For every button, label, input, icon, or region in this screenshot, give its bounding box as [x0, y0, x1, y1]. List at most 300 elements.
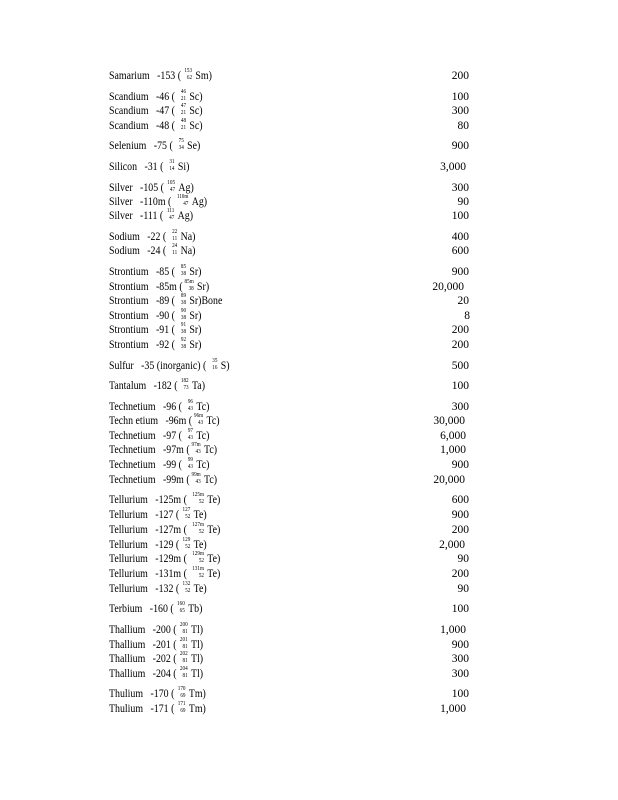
open-paren: (: [178, 459, 185, 471]
open-paren: (: [169, 140, 176, 152]
isotope-number: -131m: [155, 568, 182, 580]
limit-value: 200: [451, 70, 469, 82]
nuclide-notation: [192, 473, 201, 485]
atomic-number: 21: [180, 125, 187, 131]
element-name: Scandium: [109, 91, 149, 103]
nuclide-notation: [166, 209, 175, 221]
atomic-number: 81: [182, 673, 188, 679]
nuclide-notation: [169, 244, 178, 256]
element-name: Strontium: [109, 310, 149, 322]
isotope-label: [109, 139, 200, 153]
atomic-number: 21: [180, 96, 187, 102]
atomic-number: 65: [179, 608, 185, 614]
table-row: [109, 567, 469, 581]
nuclide-notation: [184, 458, 193, 470]
element-name: Silver: [109, 210, 133, 222]
nuclide-notation: [180, 379, 189, 391]
nuclide-notation: [179, 667, 188, 679]
nuclide-notation: [177, 90, 186, 102]
open-paren: (: [188, 415, 195, 427]
isotope-label: [109, 104, 203, 118]
isotope-number: -129: [155, 539, 174, 551]
element-name: Strontium: [109, 295, 149, 307]
atomic-number: 43: [187, 406, 194, 412]
element-symbol: Tl): [191, 639, 204, 651]
element-symbol: Sm): [195, 70, 212, 82]
atomic-number: 69: [180, 708, 186, 714]
table-row: [109, 230, 469, 244]
element-symbol: Ag): [191, 196, 208, 208]
limit-value: 3,000: [440, 161, 466, 173]
element-symbol: Tc): [196, 459, 210, 471]
limit-value: 600: [451, 245, 469, 257]
atomic-number: 21: [180, 110, 187, 116]
element-name: Tellurium: [109, 524, 148, 536]
table-row: [109, 244, 469, 258]
element-name: Technetium: [109, 459, 156, 471]
limit-value: 20,000: [433, 474, 465, 486]
table-row: [109, 582, 469, 596]
limit-value: 300: [451, 182, 469, 194]
limit-value: 20,000: [432, 281, 464, 293]
atomic-number: 73: [183, 385, 189, 391]
table-row: [109, 687, 469, 701]
isotope-label: [109, 244, 195, 258]
limit-value: 1,000: [440, 703, 466, 715]
isotope-label: [109, 523, 220, 537]
isotope-label: [109, 160, 189, 174]
table-row: [109, 493, 469, 507]
mass-number: 202: [179, 651, 188, 657]
limit-value: 300: [451, 653, 469, 665]
open-paren: (: [183, 568, 190, 580]
mass-number: 35: [212, 358, 218, 364]
isotope-label: [109, 309, 201, 323]
mass-number: 201: [179, 637, 188, 643]
mass-number: 125m: [192, 492, 204, 498]
table-row: [109, 702, 466, 716]
nuclide-notation: [166, 160, 175, 172]
element-symbol: Te): [207, 524, 221, 536]
element-symbol: Te): [193, 539, 207, 551]
element-name: Techn etium: [109, 415, 159, 427]
atomic-number: 52: [185, 588, 191, 594]
isotope-number: -125m: [155, 494, 182, 506]
isotope-label: [109, 90, 203, 104]
nuclide-notation: [177, 309, 186, 321]
limit-value: 100: [451, 688, 469, 700]
atomic-number: 47: [169, 187, 176, 193]
mass-number: 200: [179, 622, 188, 628]
atomic-number: 43: [195, 479, 201, 485]
table-row: [109, 414, 465, 428]
mass-number: 99m: [191, 472, 201, 478]
atomic-number: 38: [180, 300, 187, 306]
isotope-number: -99: [162, 459, 177, 471]
atomic-number: 52: [198, 558, 204, 564]
isotope-label: [109, 294, 222, 308]
isotope-label: [109, 667, 203, 681]
limit-value: 90: [457, 583, 469, 595]
element-name: Thallium: [109, 668, 146, 680]
element-name: Tellurium: [109, 553, 148, 565]
table-row: [109, 400, 469, 414]
element-symbol: S): [220, 360, 230, 372]
mass-number: 31: [169, 159, 175, 165]
limit-value: 30,000: [433, 415, 465, 427]
nuclide-notation: [176, 602, 185, 614]
nuclide-notation: [182, 582, 191, 594]
atomic-number: 52: [198, 573, 204, 579]
open-paren: (: [160, 161, 166, 173]
isotope-label: [109, 414, 220, 428]
isotope-label: [109, 623, 203, 637]
open-paren: (: [171, 266, 178, 278]
open-paren: (: [175, 539, 182, 551]
element-name: Tellurium: [109, 494, 148, 506]
nuclide-notation: [177, 265, 186, 277]
element-name: Selenium: [109, 140, 147, 152]
isotope-number: -99m: [162, 474, 184, 486]
element-name: Thallium: [109, 653, 146, 665]
limit-value: 8: [464, 310, 470, 322]
isotope-number: -204: [152, 668, 171, 680]
table-row: [109, 265, 469, 279]
mass-number: 85m: [184, 279, 194, 285]
open-paren: (: [179, 281, 186, 293]
mass-number: 90: [180, 308, 187, 314]
table-row: [109, 69, 469, 83]
nuclide-notation: [189, 552, 204, 564]
table-row: [109, 119, 469, 133]
element-name: Technetium: [109, 444, 156, 456]
element-name: Tellurium: [109, 539, 148, 551]
limit-value: 300: [451, 668, 469, 680]
limit-value: 80: [457, 120, 469, 132]
mass-number: 160: [177, 601, 185, 607]
table-row: [109, 294, 469, 308]
isotope-number: -110m: [140, 196, 166, 208]
table-row: [109, 195, 469, 209]
table-row: [109, 538, 465, 552]
element-name: Strontium: [109, 266, 149, 278]
limit-value: 500: [451, 360, 469, 372]
element-name: Strontium: [109, 324, 149, 336]
open-paren: (: [167, 196, 174, 208]
mass-number: 48: [180, 118, 187, 124]
isotope-number: -153: [157, 70, 176, 82]
mass-number: 92: [180, 337, 187, 343]
element-symbol: Tc): [204, 474, 218, 486]
element-name: Sodium: [109, 245, 140, 257]
element-name: Scandium: [109, 120, 149, 132]
atomic-number: 38: [180, 271, 187, 277]
element-name: Sodium: [109, 231, 140, 243]
mass-number: 75: [178, 138, 184, 144]
atomic-number: 38: [188, 286, 194, 292]
open-paren: (: [171, 310, 178, 322]
element-symbol: Te): [207, 494, 221, 506]
limit-value: 100: [451, 380, 469, 392]
limit-value: 1,000: [440, 624, 466, 636]
open-paren: (: [173, 668, 180, 680]
element-name: Silicon: [109, 161, 138, 173]
mass-number: 171: [177, 701, 186, 707]
isotope-number: -182: [153, 380, 172, 392]
table-row: [109, 429, 466, 443]
isotope-number: -105: [140, 182, 159, 194]
open-paren: (: [178, 430, 185, 442]
limit-value: 300: [451, 401, 469, 413]
table-row: [109, 359, 469, 373]
mass-number: 132: [182, 581, 191, 587]
isotope-label: [109, 195, 207, 209]
atomic-number: 11: [172, 236, 178, 242]
element-name: Technetium: [109, 430, 156, 442]
nuclide-notation: [166, 181, 175, 193]
element-name: Silver: [109, 196, 133, 208]
open-paren: (: [186, 444, 193, 456]
isotope-label: [109, 473, 217, 487]
open-paren: (: [162, 245, 169, 257]
element-symbol: Na): [180, 231, 196, 243]
table-row: [109, 667, 469, 681]
limit-value: 200: [451, 324, 469, 336]
atomic-number: 43: [198, 420, 204, 426]
isotope-number: -35 (inorganic): [141, 360, 201, 372]
element-symbol: Tl): [191, 653, 204, 665]
atomic-number: 43: [187, 464, 194, 470]
nuclide-notation: [184, 429, 193, 441]
element-symbol: Sr): [189, 339, 202, 351]
limit-value: 20: [457, 295, 469, 307]
mass-number: 129: [182, 537, 191, 543]
open-paren: (: [170, 603, 177, 615]
isotope-label: [109, 582, 207, 596]
element-name: Tellurium: [109, 509, 148, 521]
mass-number: 97: [187, 428, 194, 434]
limit-value: 400: [451, 231, 469, 243]
table-row: [109, 160, 466, 174]
nuclide-notation: [175, 139, 184, 151]
element-name: Thallium: [109, 639, 146, 651]
limit-value: 1,000: [440, 444, 466, 456]
nuclide-notation: [177, 702, 186, 714]
element-symbol: Tc): [206, 415, 220, 427]
limit-value: 200: [451, 568, 469, 580]
element-symbol: Sr): [197, 281, 210, 293]
mass-number: 22: [172, 229, 178, 235]
open-paren: (: [171, 688, 177, 700]
isotope-label: [109, 429, 209, 443]
element-symbol: Tm): [188, 703, 206, 715]
element-name: Scandium: [109, 105, 149, 117]
nuclide-notation: [177, 104, 186, 116]
open-paren: (: [171, 295, 178, 307]
nuclide-notation: [179, 623, 188, 635]
nuclide-notation: [177, 338, 186, 350]
mass-number: 46: [180, 89, 187, 95]
element-name: Tellurium: [109, 583, 148, 595]
isotope-number: -171: [150, 703, 169, 715]
isotope-number: -92: [155, 339, 170, 351]
mass-number: 24: [172, 243, 178, 249]
limit-value: 900: [451, 266, 469, 278]
table-row: [109, 338, 469, 352]
nuclide-notation: [185, 280, 194, 292]
element-name: Technetium: [109, 401, 156, 413]
isotope-number: -201: [152, 639, 171, 651]
isotope-number: -160: [149, 603, 168, 615]
nuclide-notation: [177, 323, 186, 335]
limit-value: 300: [451, 105, 469, 117]
limit-value: 6,000: [440, 430, 466, 442]
limit-value: 100: [451, 603, 469, 615]
mass-number: 89: [180, 293, 187, 299]
element-symbol: Sr): [189, 324, 202, 336]
mass-number: 105: [167, 180, 176, 186]
table-row: [109, 309, 470, 323]
isotope-label: [109, 379, 205, 393]
isotope-number: -24: [147, 245, 161, 257]
atomic-number: 43: [195, 449, 201, 455]
table-row: [109, 652, 469, 666]
isotope-number: -111: [140, 210, 158, 222]
open-paren: (: [174, 380, 181, 392]
open-paren: (: [175, 509, 182, 521]
open-paren: (: [171, 91, 178, 103]
atomic-number: 11: [172, 250, 178, 256]
atomic-number: 47: [169, 215, 175, 221]
open-paren: (: [171, 339, 178, 351]
nuclide-notation: [179, 652, 188, 664]
isotope-number: -97: [162, 430, 177, 442]
mass-number: 182: [180, 378, 189, 384]
isotope-number: -46: [155, 91, 170, 103]
isotope-number: -127m: [155, 524, 182, 536]
element-symbol: Sr): [189, 266, 202, 278]
mass-number: 129m: [192, 551, 204, 557]
nuclide-notation: [174, 195, 189, 207]
nuclide-notation: [189, 493, 204, 505]
limit-value: 200: [451, 524, 469, 536]
open-paren: (: [159, 210, 166, 222]
limit-value: 900: [451, 459, 469, 471]
isotope-number: -129m: [155, 553, 182, 565]
element-name: Thallium: [109, 624, 146, 636]
isotope-label: [109, 443, 217, 457]
table-row: [109, 638, 469, 652]
mass-number: 96: [187, 399, 194, 405]
atomic-number: 52: [198, 499, 204, 505]
table-row: [109, 473, 465, 487]
element-symbol: Se): [187, 140, 201, 152]
atomic-number: 38: [180, 329, 187, 335]
open-paren: (: [186, 474, 193, 486]
isotope-label: [109, 538, 207, 552]
nuclide-notation: [189, 567, 204, 579]
atomic-number: 52: [185, 514, 191, 520]
isotope-label: [109, 458, 209, 472]
open-paren: (: [173, 639, 180, 651]
element-symbol: Ag): [178, 182, 194, 194]
isotope-number: -90: [155, 310, 170, 322]
atomic-number: 62: [186, 75, 193, 81]
nuclide-notation: [177, 294, 186, 306]
limit-value: 900: [451, 140, 469, 152]
isotope-number: -96m: [165, 415, 187, 427]
isotope-label: [109, 638, 203, 652]
isotope-number: -127: [155, 509, 174, 521]
mass-number: 110m: [176, 194, 189, 200]
mass-number: 131m: [192, 566, 204, 572]
table-row: [109, 104, 469, 118]
element-symbol: Tb): [188, 603, 203, 615]
isotope-number: -97m: [162, 444, 184, 456]
limit-value: 900: [451, 639, 469, 651]
isotope-number: -85: [155, 266, 170, 278]
element-name: Strontium: [109, 281, 149, 293]
nuclide-notation: [183, 69, 192, 81]
element-name: Tantalum: [109, 380, 147, 392]
open-paren: (: [171, 324, 178, 336]
table-row: [109, 90, 469, 104]
open-paren: (: [171, 120, 178, 132]
open-paren: (: [183, 553, 190, 565]
open-paren: (: [173, 624, 180, 636]
element-symbol: Tl): [191, 624, 204, 636]
limit-value: 900: [451, 509, 469, 521]
isotope-label: [109, 280, 209, 294]
atomic-number: 43: [187, 435, 194, 441]
element-symbol: Si): [177, 161, 190, 173]
nuclide-notation: [179, 638, 188, 650]
element-symbol: Tc): [196, 430, 210, 442]
atomic-number: 47: [183, 201, 189, 207]
table-row: [109, 552, 469, 566]
table-row: [109, 323, 469, 337]
table-row: [109, 181, 469, 195]
element-symbol: Tc): [204, 444, 218, 456]
element-name: Terbium: [109, 603, 143, 615]
table-row: [109, 523, 469, 537]
mass-number: 111: [166, 208, 175, 214]
isotope-label: [109, 119, 203, 133]
open-paren: (: [178, 401, 185, 413]
isotope-label: [109, 702, 206, 716]
isotope-label: [109, 567, 220, 581]
open-paren: (: [175, 583, 182, 595]
element-name: Thulium: [109, 688, 144, 700]
table-row: [109, 139, 469, 153]
mass-number: 170: [177, 686, 186, 692]
element-name: Technetium: [109, 474, 156, 486]
element-symbol: Sc): [189, 105, 203, 117]
isotope-number: -89: [155, 295, 170, 307]
element-symbol: Sc): [189, 120, 203, 132]
atomic-number: 81: [182, 658, 188, 664]
mass-number: 47: [180, 103, 187, 109]
table-row: [109, 458, 469, 472]
open-paren: (: [203, 360, 209, 372]
limit-value: 600: [451, 494, 469, 506]
element-symbol: Te): [207, 553, 221, 565]
mass-number: 127: [182, 507, 191, 513]
mass-number: 91: [180, 322, 187, 328]
open-paren: (: [177, 70, 184, 82]
mass-number: 85: [180, 264, 187, 270]
open-paren: (: [183, 494, 190, 506]
